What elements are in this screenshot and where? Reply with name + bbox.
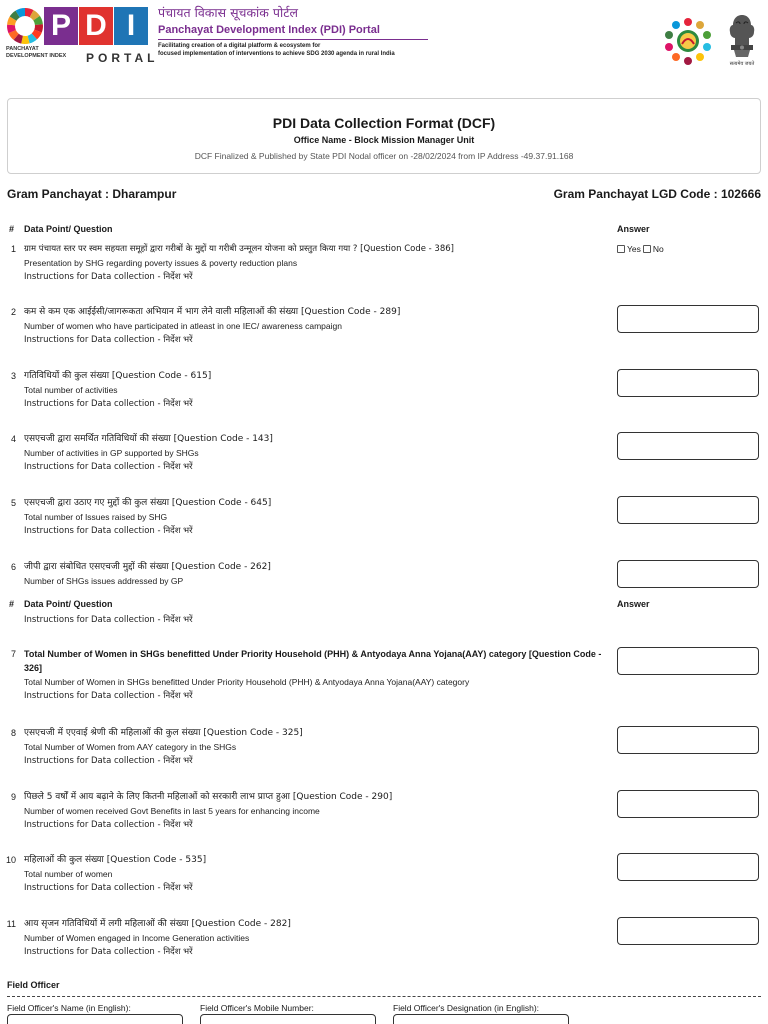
answer-input[interactable] (617, 305, 759, 333)
question-description: Total Number of Women from AAY category in the SHGs (24, 742, 237, 752)
question-title: एसएचजी में एएवाई श्रेणी की महिलाओं की कुल संख्या [Question Code - 325] (24, 728, 303, 738)
question-number: 7 (10, 649, 16, 659)
no-label: No (652, 244, 664, 254)
page-header (0, 0, 768, 80)
question-description: Number of Women engaged in Income Generation activities (24, 933, 250, 943)
question-number: 3 (10, 371, 16, 381)
answer-input[interactable] (617, 790, 759, 818)
question-number: 1 (10, 244, 16, 254)
question-body (24, 242, 604, 284)
question-body (24, 917, 604, 959)
table-header-answer: Answer (617, 599, 650, 609)
question-instructions: Instructions for Data collection - निर्देश भरें (24, 691, 193, 701)
question-title: गतिविधियों की कुल संख्या [Question Code - 615] (24, 371, 212, 381)
lion-capital-icon (722, 11, 762, 61)
answer-input[interactable] (617, 853, 759, 881)
question-description: Presentation by SHG regarding poverty issues & poverty reduction plans (24, 258, 298, 268)
question-instructions: Instructions for Data collection - निर्देश भरें (24, 615, 193, 625)
dcf-title-card (7, 98, 761, 174)
question-title: कम से कम एक आईईसी/जागरूकता अभियान में भाग लेने वाली महिलाओं की संख्या [Question Code - 289] (24, 307, 401, 317)
table-header-answer: Answer (617, 224, 650, 234)
table-header-hash: # (9, 599, 15, 609)
question-body (24, 496, 604, 538)
question-body (24, 647, 604, 703)
question-number: 6 (10, 562, 16, 572)
question-number: 11 (6, 919, 16, 929)
question-description: Total number of women (24, 869, 113, 879)
logo-letter-i: I (114, 7, 148, 45)
question-instructions: Instructions for Data collection - निर्देश भरें (24, 399, 193, 409)
logo-caption: PANCHAYAT DEVELOPMENT INDEX (6, 46, 67, 59)
question-title: Total Number of Women in SHGs benefitted Under Priority Household (PHH) & Antyodaya Anna Yojana(AAY) category [Question Code - 326] (24, 649, 602, 673)
answer-input[interactable] (617, 432, 759, 460)
answer-input[interactable] (617, 560, 759, 588)
dcf-title: PDI Data Collection Format (DCF) (272, 115, 496, 131)
question-body (24, 726, 604, 768)
answer-input[interactable] (617, 917, 759, 945)
header-title-english: Panchayat Development Index (PDI) Portal (158, 23, 428, 40)
question-description: Total number of activities (24, 385, 118, 395)
field-officer-designation-label: Field Officer's Designation (in English): (393, 1003, 540, 1013)
question-body (24, 432, 604, 474)
answer-input[interactable] (617, 647, 759, 675)
yes-no-options (617, 244, 664, 254)
question-title: महिलाओं की कुल संख्या [Question Code - 535] (24, 855, 207, 865)
header-subtitle: Facilitating creation of a digital platform & ecosystem for focused implementation of interventions to achieve SDG 2030 agenda in rural India (158, 43, 395, 57)
answer-input[interactable] (617, 726, 759, 754)
question-instructions: Instructions for Data collection - निर्देश भरें (24, 335, 193, 345)
question-number: 2 (10, 307, 16, 317)
question-description: Total Number of Women in SHGs benefitted Under Priority Household (PHH) & Antyodaya Anna Yojana(AAY) category (24, 677, 470, 687)
question-title: एसएचजी द्वारा समर्थित गतिविधियों की संख्या [Question Code - 143] (24, 434, 273, 444)
question-instructions: Instructions for Data collection - निर्देश भरें (24, 462, 193, 472)
field-officer-name-label: Field Officer's Name (in English): (7, 1003, 131, 1013)
portal-word: PORTAL (86, 51, 159, 65)
answer-input[interactable] (617, 496, 759, 524)
sdg-wheel-icon (6, 7, 44, 45)
header-titles (158, 5, 428, 58)
section-divider (7, 996, 761, 997)
question-instructions: Instructions for Data collection - निर्देश भरें (24, 947, 193, 957)
question-description: Number of women received Govt Benefits in last 5 years for enhancing income (24, 806, 320, 816)
question-instructions: Instructions for Data collection - निर्देश भरें (24, 883, 193, 893)
yes-label: Yes (627, 244, 641, 254)
question-title: एसएचजी द्वारा उठाए गए मुद्दों की कुल संख्या [Question Code - 645] (24, 498, 272, 508)
question-instructions: Instructions for Data collection - निर्देश भरें (24, 820, 193, 830)
question-description: Number of women who have participated in atleast in one IEC/ awareness campaign (24, 321, 342, 331)
question-number: 5 (10, 498, 16, 508)
gram-panchayat-name: Gram Panchayat : Dharampur (7, 187, 177, 201)
logo-letter-d: D (79, 7, 113, 45)
question-body (24, 853, 604, 895)
question-title: आय सृजन गतिविधियों में लगी महिलाओं की संख्या [Question Code - 282] (24, 919, 291, 929)
question-number: 8 (10, 728, 16, 738)
field-officer-name-input[interactable] (7, 1014, 183, 1024)
question-number: 10 (5, 855, 16, 865)
azadi-ka-amrit-mahotsav-logo-icon (660, 14, 716, 68)
field-officer-designation-input[interactable] (393, 1014, 569, 1024)
pdi-letters (44, 7, 149, 45)
question-description: Number of activities in GP supported by SHGs (24, 448, 199, 458)
question-body (24, 369, 604, 411)
logo-letter-p: P (44, 7, 78, 45)
question-instructions: Instructions for Data collection - निर्देश भरें (24, 526, 193, 536)
table-header-data-point: Data Point/ Question (24, 224, 113, 234)
question-description: Total number of Issues raised by SHG (24, 512, 168, 522)
emblem-motto: सत्यमेव जयते (729, 61, 755, 67)
dcf-publish-info: DCF Finalized & Published by State PDI Nodal officer on -28/02/2024 from IP Address -49.37.91.168 (194, 151, 574, 161)
pdi-logo (6, 7, 159, 65)
field-officer-section-title: Field Officer (7, 980, 60, 990)
yes-checkbox[interactable] (617, 245, 625, 253)
question-instructions: Instructions for Data collection - निर्देश भरें (24, 272, 193, 282)
answer-input[interactable] (617, 369, 759, 397)
no-checkbox[interactable] (643, 245, 651, 253)
national-emblem (722, 11, 762, 71)
question-description: Number of SHGs issues addressed by GP (24, 576, 184, 586)
question-number: 4 (10, 434, 16, 444)
office-name: Office Name - Block Mission Manager Unit (293, 135, 475, 145)
header-title-hindi: पंचायत विकास सूचकांक पोर्टल (158, 5, 298, 20)
question-body (24, 790, 604, 832)
table-header-hash: # (9, 224, 15, 234)
question-title: पिछले 5 वर्षों में आय बढ़ाने के लिए कितनी महिलाओं को सरकारी लाभ प्राप्त हुआ [Question Code - 290] (24, 792, 393, 802)
question-body (24, 560, 604, 588)
gram-panchayat-row (7, 187, 761, 203)
table-header-data-point: Data Point/ Question (24, 599, 113, 609)
question-body (24, 305, 604, 347)
question-title: जीपी द्वारा संबोधित एसएचजी मुद्दों की संख्या [Question Code - 262] (24, 562, 271, 572)
question-number: 9 (10, 792, 16, 802)
field-officer-mobile-input[interactable] (200, 1014, 376, 1024)
gram-panchayat-lgd-code: Gram Panchayat LGD Code : 102666 (553, 187, 761, 201)
question-title: ग्राम पंचायत स्तर पर स्वम सहयता समूहों द्वारा गरीबों के मुद्दों या गरीबी उन्मूलन योजना को प्रस्तुत किया गया ? [Question Code - 386] (24, 244, 454, 254)
question-instructions: Instructions for Data collection - निर्देश भरें (24, 756, 193, 766)
field-officer-mobile-label: Field Officer's Mobile Number: (200, 1003, 314, 1013)
